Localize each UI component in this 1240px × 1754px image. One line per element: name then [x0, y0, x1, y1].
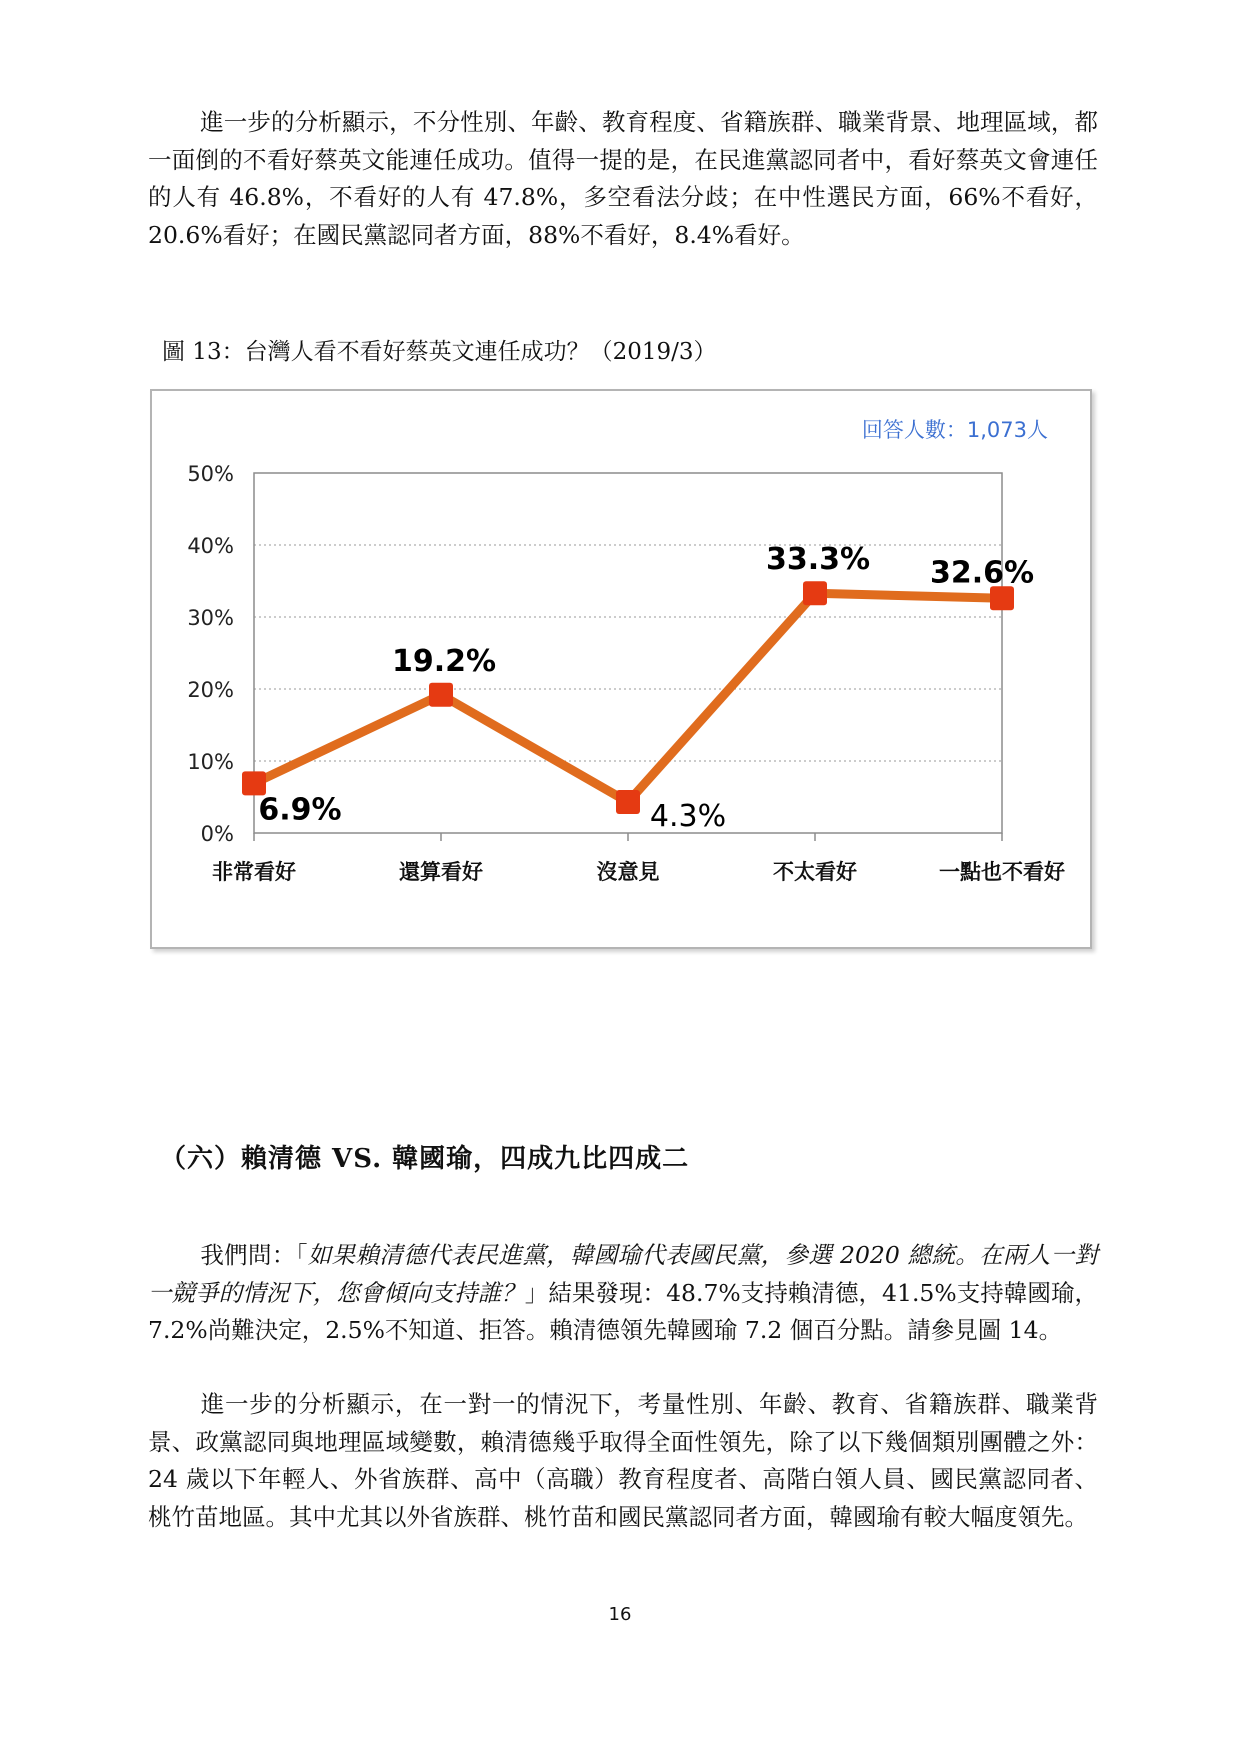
plot-area — [254, 473, 1002, 833]
y-tick-label: 10% — [187, 750, 234, 774]
data-label: 33.3% — [765, 542, 871, 578]
paragraph-lead: 我們問：「 — [200, 1241, 308, 1269]
response-count-annotation: 回答人數：1,073人 — [861, 418, 1048, 442]
paragraph-tsai-analysis — [148, 104, 1098, 254]
y-tick-label: 40% — [187, 534, 234, 558]
data-label: 19.2% — [391, 643, 497, 679]
figure-caption: 圖 13：台灣人看不看好蔡英文連任成功？（2019/3） — [162, 339, 717, 365]
y-tick-label: 0% — [200, 822, 234, 846]
data-point-marker — [803, 581, 827, 605]
line-chart — [152, 391, 1090, 947]
survey-question: 如果賴清德代表民進黨，韓國瑜代表國民黨，參選 2020 總統。在兩人一對一競爭的情況下，您會傾向支持誰？ — [148, 1241, 1098, 1307]
y-tick-label: 50% — [187, 462, 234, 486]
category-label: 一點也不看好 — [939, 860, 1065, 884]
page-number: 16 — [608, 1604, 632, 1625]
data-point-marker — [429, 683, 453, 707]
y-tick-label: 20% — [187, 678, 234, 702]
paragraph-poll-question — [148, 1237, 1098, 1350]
series-line — [254, 593, 1002, 802]
category-label: 沒意見 — [596, 860, 660, 884]
category-label: 不太看好 — [773, 860, 857, 884]
category-label: 非常看好 — [212, 860, 296, 884]
data-point-marker — [616, 790, 640, 814]
paragraph-tail: 」結果發現：48.7%支持賴清德，41.5%支持韓國瑜，7.2%尚難決定，2.5%不知道、拒答。賴清德領先韓國瑜 7.2 個百分點。請參見圖 14。 — [148, 1278, 1099, 1344]
data-label: 4.3% — [649, 799, 727, 835]
paragraph-lai-analysis — [148, 1386, 1098, 1536]
data-label: 6.9% — [258, 792, 342, 828]
section-heading: （六）賴清德 VS. 韓國瑜，四成九比四成二 — [160, 1144, 690, 1174]
data-label: 32.6% — [929, 555, 1035, 591]
category-label: 還算看好 — [399, 860, 483, 884]
paragraph-text: 進一步的分析顯示，在一對一的情況下，考量性別、年齡、教育、省籍族群、職業背景、政黨認同與地理區域變數，賴清德幾乎取得全面性領先，除了以下幾個類別團體之外：24 歲以下年輕人、外省族群、高中（高職）教育程度者、高階白領人員、國民黨認同者、桃竹苗地區。其中尤其以外省族群、桃竹苗和國民黨認同者方面，韓國瑜有較大幅度領先。 — [148, 1390, 1098, 1531]
paragraph-text: 進一步的分析顯示，不分性別、年齡、教育程度、省籍族群、職業背景、地理區域，都一面倒的不看好蔡英文能連任成功。值得一提的是，在民進黨認同者中，看好蔡英文會連任的人有 46.8%，不看好的人有 47.8%，多空看法分歧；在中性選民方面，66%不看好，20.6%看好；在國民黨認同者方面，88%不看好，8.4%看好。 — [148, 108, 1098, 249]
y-tick-label: 30% — [187, 606, 234, 630]
chart-frame — [150, 389, 1092, 949]
